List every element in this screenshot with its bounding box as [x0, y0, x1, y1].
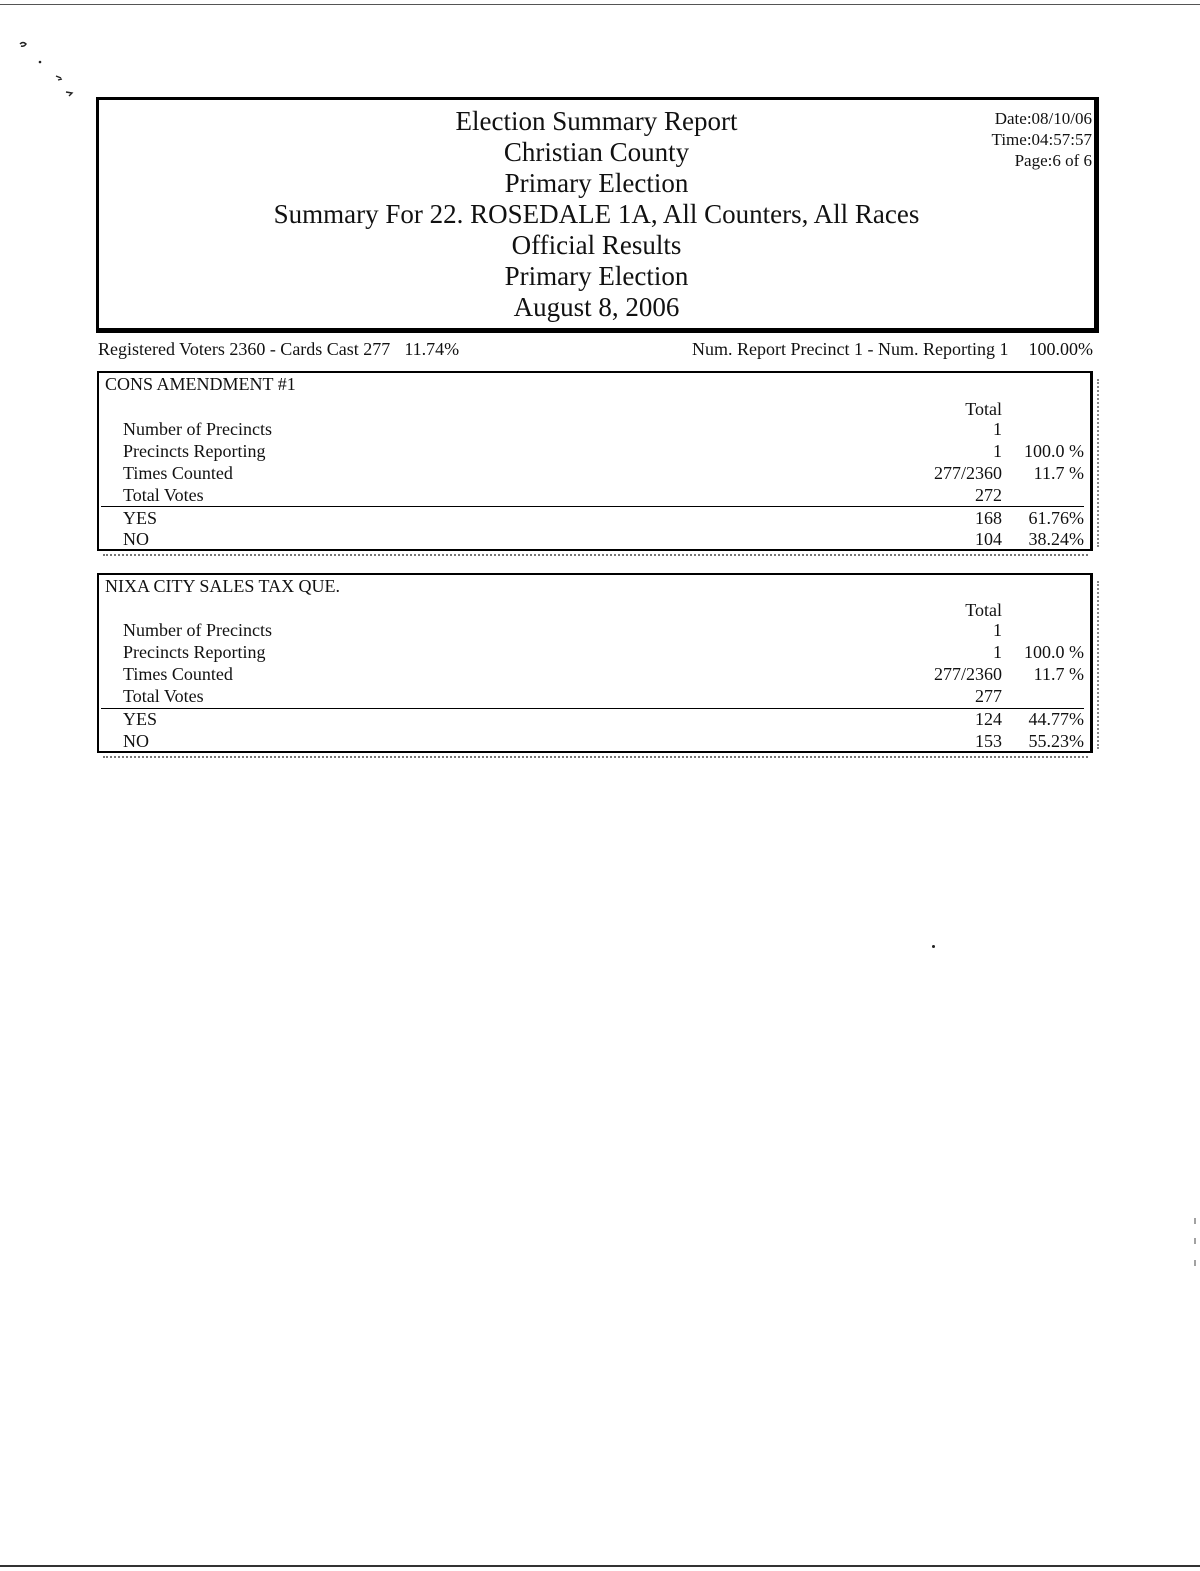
stat-value: 1 [993, 419, 1002, 439]
scan-edge-top [0, 4, 1200, 5]
stat-label: Number of Precincts [123, 419, 272, 439]
scan-margin-marks [1193, 1218, 1197, 1268]
race-title: NIXA CITY SALES TAX QUE. [105, 576, 341, 596]
race-box-cons-amendment [97, 371, 1093, 551]
total-column-header: Total [965, 399, 1002, 419]
choice-row [99, 507, 1090, 529]
race-title: CONS AMENDMENT #1 [105, 374, 296, 394]
reporting-percent: 100.00% [1028, 339, 1093, 359]
stat-label: Times Counted [123, 664, 233, 684]
total-column-header: Total [965, 600, 1002, 620]
choice-label: NO [123, 731, 149, 751]
report-header [96, 97, 1099, 333]
report-date: Date:08/10/06 [994, 109, 1092, 128]
report-title: Election Summary Report [455, 106, 738, 136]
report-meta [992, 108, 1092, 171]
stat-row [99, 418, 1090, 440]
choice-row [99, 730, 1090, 752]
stat-value: 277 [975, 686, 1002, 706]
report-title-block [99, 106, 1094, 323]
choice-votes: 104 [975, 529, 1002, 549]
stat-label: Total Votes [123, 686, 204, 706]
stat-percent: 100.0 % [1024, 441, 1084, 461]
choice-label: NO [123, 529, 149, 549]
choice-row [99, 528, 1090, 550]
stat-label: Times Counted [123, 463, 233, 483]
registered-cards-text: Registered Voters 2360 - Cards Cast 277 [98, 339, 391, 359]
stat-percent: 11.7 % [1033, 463, 1084, 483]
election-date: August 8, 2006 [513, 292, 680, 322]
precinct-summary [692, 339, 1093, 360]
stat-row [99, 484, 1090, 506]
election-name-repeat: Primary Election [504, 261, 689, 291]
stat-row [99, 685, 1090, 707]
scan-speck [932, 945, 935, 948]
stat-percent: 11.7 % [1033, 664, 1084, 684]
results-status: Official Results [511, 230, 682, 260]
choice-label: YES [123, 508, 158, 528]
stat-row [99, 641, 1090, 663]
turnout-percent: 11.74% [404, 339, 460, 359]
stat-row [99, 462, 1090, 484]
stat-row [99, 663, 1090, 685]
stat-value: 277/2360 [933, 463, 1002, 483]
stat-label: Precincts Reporting [123, 441, 266, 461]
summary-scope: Summary For 22. ROSEDALE 1A, All Counters, All Races [273, 199, 920, 229]
stat-label: Total Votes [123, 485, 204, 505]
stat-percent: 100.0 % [1024, 642, 1084, 662]
stat-row [99, 619, 1090, 641]
choice-percent: 38.24% [1028, 529, 1084, 549]
report-page: Page:6 of 6 [1014, 151, 1092, 170]
scan-edge-right [1092, 581, 1099, 749]
choice-label: YES [123, 709, 158, 729]
stat-row [99, 440, 1090, 462]
stat-value: 1 [993, 620, 1002, 640]
election-name: Primary Election [504, 168, 689, 198]
report-time: Time:04:57:57 [991, 130, 1092, 149]
choice-row [99, 708, 1090, 730]
stat-label: Precincts Reporting [123, 642, 266, 662]
county-name: Christian County [503, 137, 690, 167]
stat-label: Number of Precincts [123, 620, 272, 640]
turnout-summary [98, 339, 459, 360]
race-box-nixa-sales-tax [97, 573, 1093, 753]
stat-value: 272 [975, 485, 1002, 505]
scan-specks [18, 40, 88, 110]
choice-percent: 55.23% [1028, 731, 1084, 751]
stat-value: 1 [993, 441, 1002, 461]
precincts-reporting-text: Num. Report Precinct 1 - Num. Reporting 1 [692, 339, 1009, 359]
scan-edge-right [1092, 379, 1099, 547]
choice-percent: 61.76% [1028, 508, 1084, 528]
scan-edge-bottom [0, 1565, 1200, 1567]
choice-votes: 153 [975, 731, 1002, 751]
choice-votes: 168 [975, 508, 1002, 528]
stat-value: 1 [993, 642, 1002, 662]
choice-percent: 44.77% [1028, 709, 1084, 729]
stat-value: 277/2360 [933, 664, 1002, 684]
choice-votes: 124 [975, 709, 1002, 729]
